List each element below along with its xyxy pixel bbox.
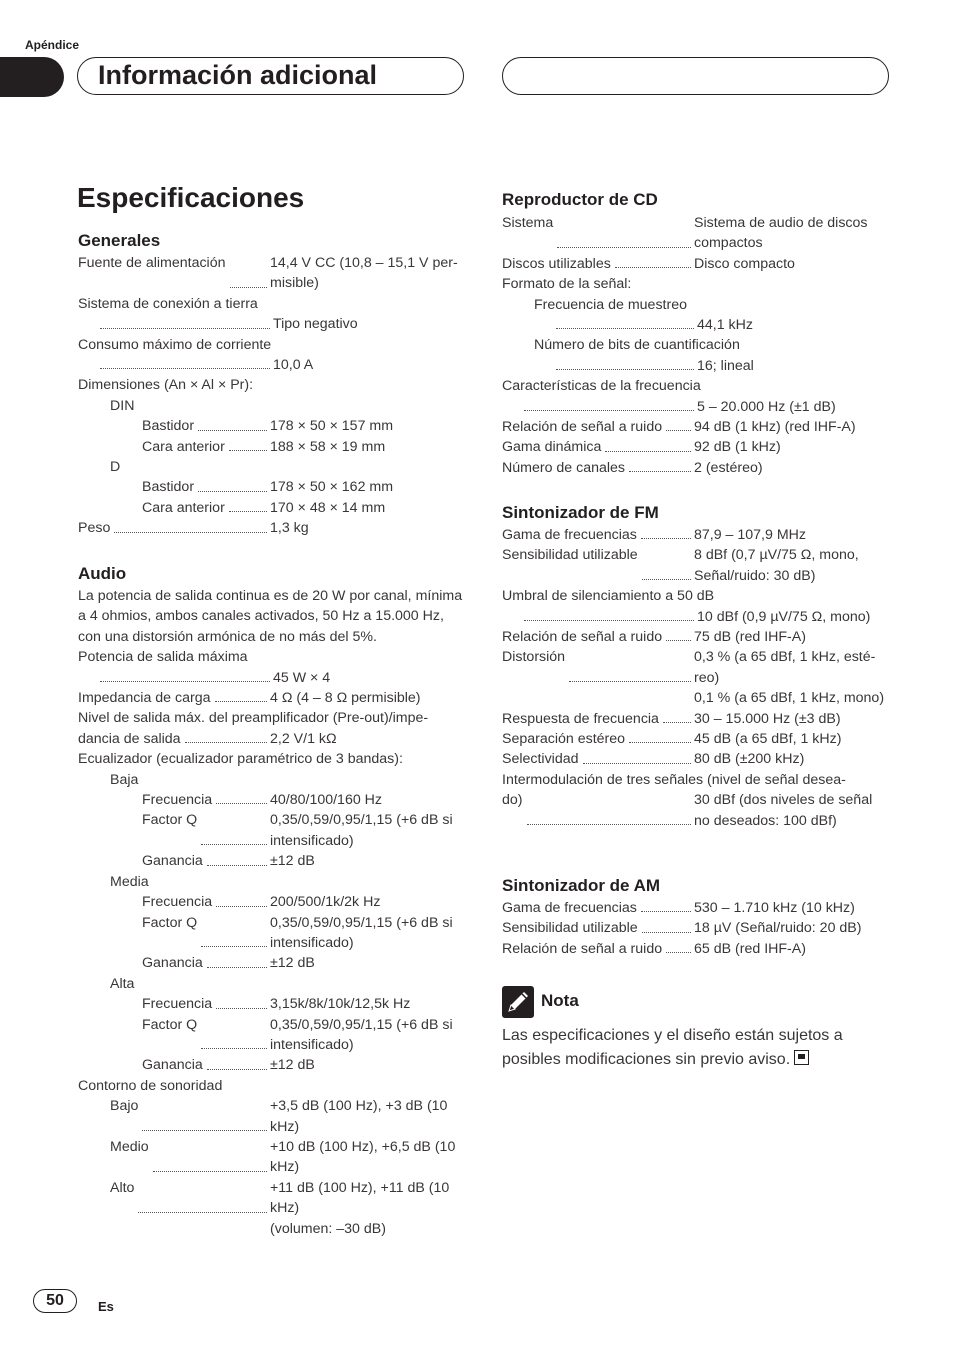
spec-label: dancia de salida (78, 730, 181, 747)
spec-label: Frecuencia (142, 792, 213, 809)
spec-label: do) (502, 792, 523, 809)
spec-label: Frecuencia (142, 894, 213, 911)
spec-value: 45 W × 4 (273, 669, 331, 686)
spec-value: 4 Ω (4 – 8 Ω permisible) (270, 690, 421, 707)
spec-label: Potencia de salida máxima (78, 649, 248, 666)
spec-value: 87,9 – 107,9 MHz (694, 527, 806, 543)
spec-label: Gama de frecuencias (502, 527, 637, 543)
spec-label: Contorno de sonoridad (78, 1077, 223, 1094)
spec-label: Formato de la señal: (502, 276, 632, 293)
spec-value: 2 (estéreo) (694, 459, 763, 476)
audio-heading: Audio (78, 564, 127, 583)
spec-value: 178 × 50 × 157 mm (270, 418, 394, 435)
spec-label: Relación de señal a ruido (502, 629, 663, 646)
spec-value: 2,2 V/1 kΩ (270, 730, 337, 747)
spec-label: Alto (110, 1179, 135, 1196)
page-number: 50 (33, 1289, 77, 1313)
generales-heading: Generales (78, 231, 161, 250)
spec-label: Dimensiones (An × Al × Pr): (78, 377, 254, 394)
spec-value: 30 – 15.000 Hz (±3 dB) (694, 710, 841, 727)
generales-list (78, 253, 464, 539)
spec-value: 40/80/100/160 Hz (270, 792, 383, 809)
audio-paragraph: La potencia de salida continua es de 20 W por canal, mínima a 4 ohmios, ambos canales activados, 50 Hz a 15.000 Hz, con una distorsión armónica de no más del 5%. (78, 588, 463, 645)
spec-value: 10,0 A (273, 357, 314, 374)
spec-value: Tipo negativo (273, 316, 358, 333)
spec-label: Bajo (110, 1098, 139, 1115)
spec-value: 94 dB (1 kHz) (red IHF-A) (694, 419, 856, 436)
am-heading: Sintonizador de AM (502, 876, 661, 895)
spec-label: Ganancia (142, 853, 203, 870)
spec-value: Sistema de audio de discos compactos (694, 215, 868, 252)
spec-label: Sensibilidad utilizable (502, 547, 638, 564)
spec-label: Cara anterior (142, 438, 225, 455)
spec-value: 14,4 V CC (10,8 – 15,1 V per-misible) (270, 255, 458, 292)
spec-label: Peso (78, 520, 111, 537)
cd-heading: Reproductor de CD (502, 190, 658, 209)
spec-sublabel: Media (110, 873, 149, 890)
spec-sublabel: Alta (110, 975, 135, 992)
spec-label: Ganancia (142, 955, 203, 972)
spec-sublabel: DIN (110, 397, 135, 414)
note-label: Nota (541, 991, 579, 1010)
spec-label: Gama de frecuencias (502, 900, 637, 916)
spec-value: 0,35/0,59/0,95/1,15 (+6 dB si intensificado) (270, 1016, 453, 1053)
spec-value: 0,35/0,59/0,95/1,15 (+6 dB si intensificado) (270, 812, 453, 849)
spec-value: 8 dBf (0,7 µV/75 Ω, mono, Señal/ruido: 30 dB) (694, 547, 859, 584)
spec-label: Discos utilizables (502, 255, 611, 272)
spec-value: (volumen: –30 dB) (270, 1220, 386, 1237)
spec-value: ±12 dB (270, 955, 315, 972)
spec-label: Número de bits de cuantificación (534, 337, 740, 354)
spec-value: 45 dB (a 65 dBf, 1 kHz) (694, 731, 842, 748)
spec-value: 5 – 20.000 Hz (±1 dB) (697, 398, 836, 415)
chapter-title-frame (77, 57, 464, 95)
spec-label: Ganancia (142, 1057, 203, 1074)
empty-header-frame (502, 57, 889, 95)
spec-label: Umbral de silenciamiento a 50 dB (502, 588, 715, 605)
spec-value: 30 dBf (dos niveles de señal no deseados: 100 dBf) (694, 792, 873, 829)
chapter-tab-marker (0, 57, 64, 97)
spec-value: ±12 dB (270, 853, 315, 870)
spec-value: 80 dB (±200 kHz) (694, 751, 805, 768)
spec-sublabel: Baja (110, 771, 139, 788)
spec-label: Medio (110, 1138, 149, 1155)
spec-sublabel: D (110, 459, 121, 476)
am-list (502, 898, 888, 959)
spec-label: Fuente de alimentación (78, 255, 226, 271)
spec-label: Factor Q (142, 914, 198, 931)
spec-value: 16; lineal (697, 357, 754, 374)
note-text (502, 1024, 887, 1072)
spec-value: 178 × 50 × 162 mm (270, 479, 394, 496)
spec-label: Selectividad (502, 751, 579, 768)
spec-label: Bastidor (142, 479, 195, 496)
spec-label: Ecualizador (ecualizador paramétrico de 3 bandas): (78, 751, 403, 768)
note-pencil-icon (502, 986, 534, 1018)
spec-value: 188 × 58 × 19 mm (270, 438, 386, 455)
note-body: Las especificaciones y el diseño están sujetos a posibles modificaciones sin previo aviso. (502, 1027, 843, 1068)
spec-label: Nivel de salida máx. del preamplificador (Pre-out)/impe- (78, 710, 429, 727)
spec-value: 0,3 % (a 65 dBf, 1 kHz, esté-reo) (694, 649, 876, 686)
spec-label: Características de la frecuencia (502, 378, 701, 395)
spec-value: 0,35/0,59/0,95/1,15 (+6 dB si intensificado) (270, 914, 453, 951)
spec-value: +10 dB (100 Hz), +6,5 dB (10 kHz) (270, 1138, 456, 1176)
spec-value: +11 dB (100 Hz), +11 dB (10 kHz) (270, 1179, 450, 1217)
spec-value: 200/500/1k/2k Hz (270, 894, 381, 911)
cd-list (502, 213, 888, 478)
spec-label: Factor Q (142, 1016, 198, 1033)
spec-value: 92 dB (1 kHz) (694, 439, 781, 456)
spec-label: Relación de señal a ruido (502, 940, 663, 957)
spec-value: 10 dBf (0,9 µV/75 Ω, mono) (697, 608, 871, 625)
spec-value: 18 µV (Señal/ruido: 20 dB) (694, 920, 862, 937)
spec-value: 530 – 1.710 kHz (10 kHz) (694, 900, 855, 916)
spec-value: +3,5 dB (100 Hz), +3 dB (10 kHz) (270, 1098, 448, 1135)
spec-label: Bastidor (142, 418, 195, 435)
spec-label: Gama dinámica (502, 439, 602, 456)
chapter-title: Información adicional (98, 60, 378, 90)
spec-value: 170 × 48 × 14 mm (270, 499, 386, 516)
fm-heading: Sintonizador de FM (502, 503, 659, 522)
spec-label: Frecuencia (142, 996, 213, 1013)
spec-label: Cara anterior (142, 499, 225, 516)
spec-value: 75 dB (red IHF-A) (694, 629, 806, 646)
spec-value: ±12 dB (270, 1057, 315, 1074)
spec-label: Sistema de conexión a tierra (78, 295, 258, 312)
end-of-section-icon (794, 1050, 809, 1065)
spec-label: Separación estéreo (502, 731, 626, 748)
spec-value: 3,15k/8k/10k/12,5k Hz (270, 996, 411, 1013)
spec-value: 44,1 kHz (697, 317, 753, 334)
spec-label: Frecuencia de muestreo (534, 296, 687, 313)
spec-value: 0,1 % (a 65 dBf, 1 kHz, mono) (694, 690, 885, 707)
spec-label: Respuesta de frecuencia (502, 710, 659, 727)
language-code: Es (98, 1299, 114, 1314)
spec-label: Factor Q (142, 812, 198, 829)
spec-label: Intermodulación de tres señales (nivel de señal desea- (502, 771, 846, 788)
fm-list (502, 525, 888, 831)
spec-label: Sensibilidad utilizable (502, 920, 638, 937)
spec-value: 1,3 kg (270, 520, 309, 537)
spec-label: Distorsión (502, 649, 566, 666)
page-title: Especificaciones (77, 182, 305, 213)
spec-label: Número de canales (502, 459, 626, 476)
section-tag: Apéndice (25, 38, 80, 52)
spec-label: Consumo máximo de corriente (78, 336, 272, 353)
spec-label: Sistema (502, 215, 554, 231)
spec-label: Impedancia de carga (78, 690, 211, 707)
spec-value: 65 dB (red IHF-A) (694, 940, 806, 957)
spec-value: Disco compacto (694, 255, 795, 272)
spec-label: Relación de señal a ruido (502, 419, 663, 436)
audio-list (78, 586, 464, 1239)
